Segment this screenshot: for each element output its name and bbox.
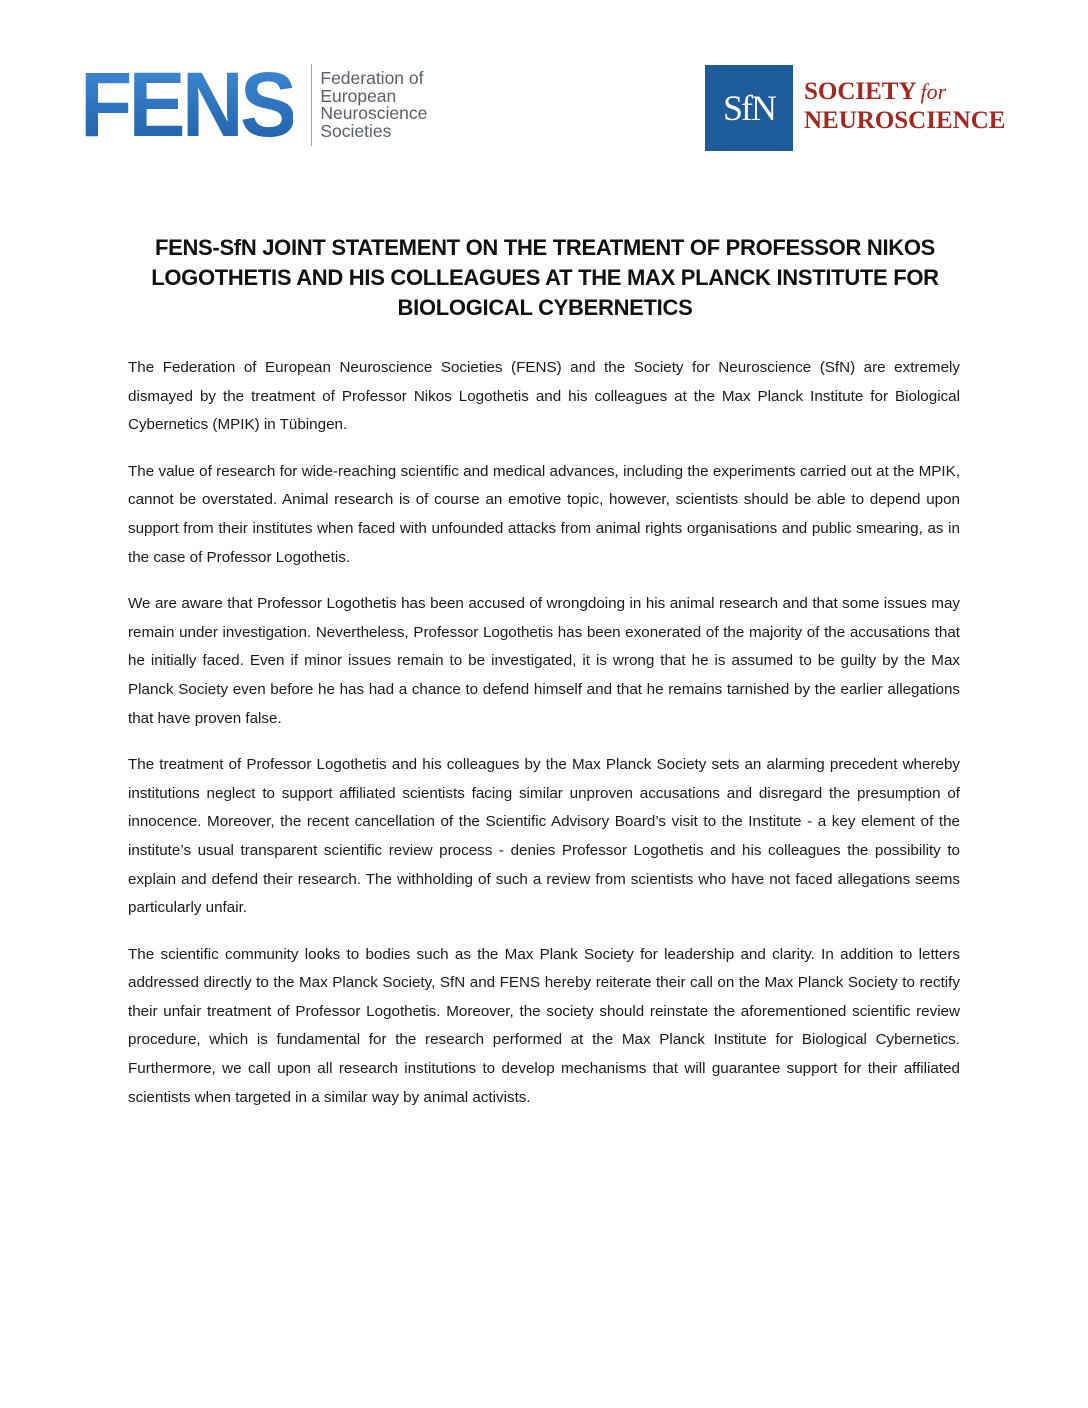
document-body <box>128 354 960 1130</box>
fens-subtitle-line: Societies <box>320 120 392 141</box>
fens-subtitle-line: Neuroscience <box>320 103 428 123</box>
fens-subtitle-line: European <box>320 85 397 106</box>
paragraph: The scientific community looks to bodies such as the Max Plank Society for leadership and clarity. In addition to letters addressed directly to the Max Planck Society, SfN and FENS hereby reiterate their call on the Max Planck Society to rectify their unfair treatment of Professor Logothetis. Moreover, the society should reinstate the aforementioned scientific review procedure, which is fundamental for the research performed at the Max Planck Institute for Biological Cybernetics. Furthermore, we call upon all research institutions to develop mechanisms that will guarantee support for their affiliated scientists when targeted in a similar way by animal activists. <box>128 945 960 1106</box>
sfn-logo-text <box>804 79 1005 137</box>
fens-subtitle-line: Federation of <box>320 68 424 88</box>
fens-logo-mark: FENS <box>80 54 294 156</box>
sfn-logo <box>705 65 1005 151</box>
paragraph: We are aware that Professor Logothetis has been accused of wrongdoing in his animal research and that some issues may remain under investigation. Nevertheless, Professor Logothetis has been exonerated of the majority of the accusations that he initially faced. Even if minor issues remain to be investigated, it is wrong that he is assumed to be guilty by the Max Planck Society even before he has had a chance to defend himself and that he remains tarnished by the earlier allegations that have proven false. <box>128 595 960 727</box>
document-title: FENS-SfN JOINT STATEMENT ON THE TREATMENT OF PROFESSOR NIKOS LOGOTHETIS AND HIS COLLEAGUES AT THE MAX PLANCK INSTITUTE FOR BIOLOGICAL CYBERNETICS <box>151 234 939 320</box>
paragraph: The treatment of Professor Logothetis and his colleagues by the Max Planck Society sets an alarming precedent whereby institutions neglect to support affiliated scientists facing similar unproven accusations and disregard the presumption of innocence. Moreover, the recent cancellation of the Scientific Advisory Board’s visit to the Institute - a key element of the institute’s usual transparent scientific review process - denies Professor Logothetis and his colleagues the possibility to explain and defend their research. The withholding of such a review from scientists who have not faced allegations seems particularly unfair. <box>128 756 960 917</box>
paragraph: The value of research for wide-reaching scientific and medical advances, including the experiments carried out at the MPIK, cannot be overstated. Animal research is of course an emotive topic, however, scientists should be able to depend upon support from their institutes when faced with unfounded attacks from animal rights organisations and public smearing, as in the case of Professor Logothetis. <box>128 462 960 566</box>
paragraph: The Federation of European Neuroscience Societies (FENS) and the Society for Neuroscience (SfN) are extremely dismayed by the treatment of Professor Nikos Logothetis and his colleagues at the Max Planck Institute for Biological Cybernetics (MPIK) in Tübingen. <box>128 359 960 434</box>
sfn-logo-for: for <box>920 79 947 104</box>
sfn-logo-neuroscience: NEUROSCIENCE <box>804 107 1006 134</box>
fens-logo <box>80 54 428 156</box>
fens-logo-subtitle <box>320 70 427 140</box>
sfn-logo-society: SOCIETY <box>804 78 917 105</box>
sfn-logo-mark: SfN <box>705 65 793 151</box>
fens-logo-divider <box>311 64 312 146</box>
sfn-logo-line1 <box>804 79 1005 108</box>
sfn-logo-line2 <box>804 108 1005 137</box>
